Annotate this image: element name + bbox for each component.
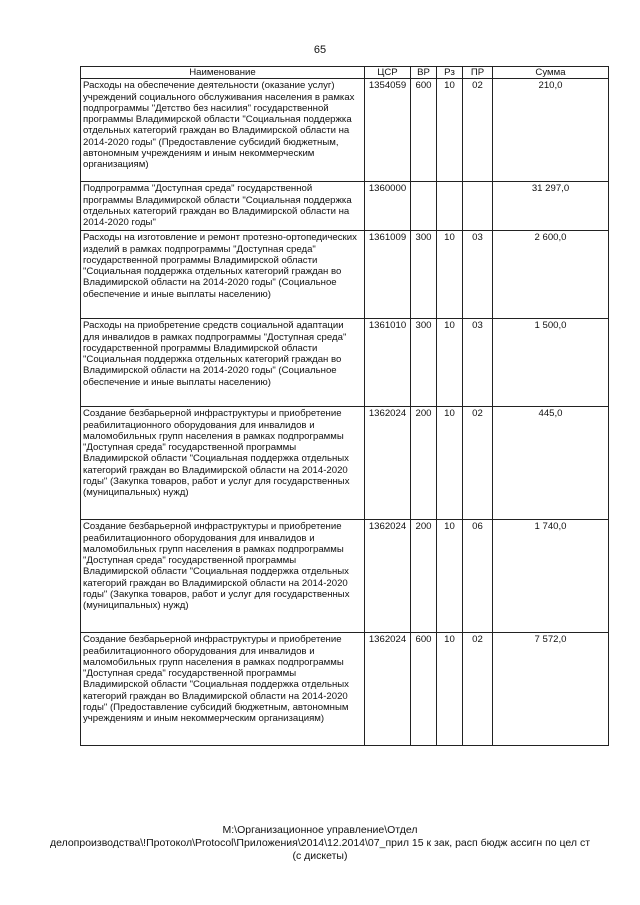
table-row [81, 182, 609, 231]
row-csr: 1354059 [365, 79, 411, 182]
footer-line: (с дискеты) [292, 850, 348, 862]
header-name: Наименование [81, 67, 365, 79]
row-sum: 1 500,0 [493, 319, 609, 407]
row-vr: 200 [411, 407, 437, 520]
row-name: Создание безбарьерной инфраструктуры и приобретение реабилитационного оборудования для инвалидов и маломобильных групп населения в рамках подпрограммы "Доступная среда" государственной программы Владимирской области "Социальная поддержка отдельных категорий граждан во Владимирской области на 2014-2020 годы" (Предоставление субсидий бюджетным, автономным учреждениям и иным некоммерческим организациям) [81, 633, 365, 746]
row-name: Расходы на изготовление и ремонт протезно-ортопедических изделий в рамках подпрограммы "Доступная среда" государственной программы Владимирской области "Социальная поддержка отдельных категорий граждан во Владимирской области на 2014-2020 годы" (Социальное обеспечение и иные выплаты населению) [81, 231, 365, 319]
row-name: Создание безбарьерной инфраструктуры и приобретение реабилитационного оборудования для инвалидов и маломобильных групп населения в рамках подпрограммы "Доступная среда" государственной программы Владимирской области "Социальная поддержка отдельных категорий граждан во Владимирской области на 2014-2020 годы" (Закупка товаров, работ и услуг для государственных (муниципальных) нужд) [81, 520, 365, 633]
row-pr [463, 182, 493, 231]
row-name: Расходы на обеспечение деятельности (оказание услуг) учреждений социального обслуживания населения в рамках подпрограммы "Детство без насилия" государственной программы Владимирской области "Социальная поддержка отдельных категорий граждан во Владимирской области на 2014-2020 годы" (Предоставление субсидий бюджетным, автономным учреждениям и иным некоммерческим организациям) [81, 79, 365, 182]
row-vr: 300 [411, 319, 437, 407]
row-rz [437, 182, 463, 231]
row-pr: 02 [463, 407, 493, 520]
header-sum: Сумма [493, 67, 609, 79]
row-sum: 7 572,0 [493, 633, 609, 746]
row-csr: 1361009 [365, 231, 411, 319]
table-row [81, 633, 609, 746]
table-row [81, 231, 609, 319]
page-number: 65 [313, 44, 327, 56]
row-vr: 600 [411, 633, 437, 746]
header-rz: Рз [437, 67, 463, 79]
table-row [81, 79, 609, 182]
row-csr: 1362024 [365, 633, 411, 746]
row-rz: 10 [437, 633, 463, 746]
row-pr: 03 [463, 319, 493, 407]
row-vr: 600 [411, 79, 437, 182]
row-vr: 300 [411, 231, 437, 319]
footer-line: M:\Организационное управление\Отдел [222, 824, 418, 836]
row-sum: 31 297,0 [493, 182, 609, 231]
row-csr: 1360000 [365, 182, 411, 231]
header-pr: ПР [463, 67, 493, 79]
row-name: Подпрограмма "Доступная среда" государственной программы Владимирской области "Социальная поддержка отдельных категорий граждан во Владимирской области на 2014-2020 годы" [81, 182, 365, 231]
row-sum: 1 740,0 [493, 520, 609, 633]
row-pr: 06 [463, 520, 493, 633]
row-rz: 10 [437, 520, 463, 633]
budget-table [80, 66, 609, 746]
footer-file-path [0, 824, 640, 863]
row-pr: 02 [463, 79, 493, 182]
row-sum: 445,0 [493, 407, 609, 520]
header-vr: ВР [411, 67, 437, 79]
table-row [81, 319, 609, 407]
table-row [81, 407, 609, 520]
row-rz: 10 [437, 319, 463, 407]
row-pr: 02 [463, 633, 493, 746]
row-rz: 10 [437, 231, 463, 319]
row-rz: 10 [437, 407, 463, 520]
table-header-row [81, 67, 609, 79]
footer-line: делопроизводства\!Протокол\Protocol\Приложения\2014\12.2014\07_прил 15 к зак, расп бюдж ассигн по цел ст [49, 837, 591, 849]
row-vr [411, 182, 437, 231]
row-name: Создание безбарьерной инфраструктуры и приобретение реабилитационного оборудования для инвалидов и маломобильных групп населения в рамках подпрограммы "Доступная среда" государственной программы Владимирской области "Социальная поддержка отдельных категорий граждан во Владимирской области на 2014-2020 годы" (Закупка товаров, работ и услуг для государственных (муниципальных) нужд) [81, 407, 365, 520]
row-pr: 03 [463, 231, 493, 319]
table-row [81, 520, 609, 633]
row-csr: 1362024 [365, 520, 411, 633]
row-rz: 10 [437, 79, 463, 182]
row-vr: 200 [411, 520, 437, 633]
row-sum: 2 600,0 [493, 231, 609, 319]
header-csr: ЦСР [365, 67, 411, 79]
row-name: Расходы на приобретение средств социальной адаптации для инвалидов в рамках подпрограммы "Доступная среда" государственной программы Владимирской области "Социальная поддержка отдельных категорий граждан во Владимирской области на 2014-2020 годы" (Социальное обеспечение и иные выплаты населению) [81, 319, 365, 407]
row-sum: 210,0 [493, 79, 609, 182]
row-csr: 1362024 [365, 407, 411, 520]
row-csr: 1361010 [365, 319, 411, 407]
